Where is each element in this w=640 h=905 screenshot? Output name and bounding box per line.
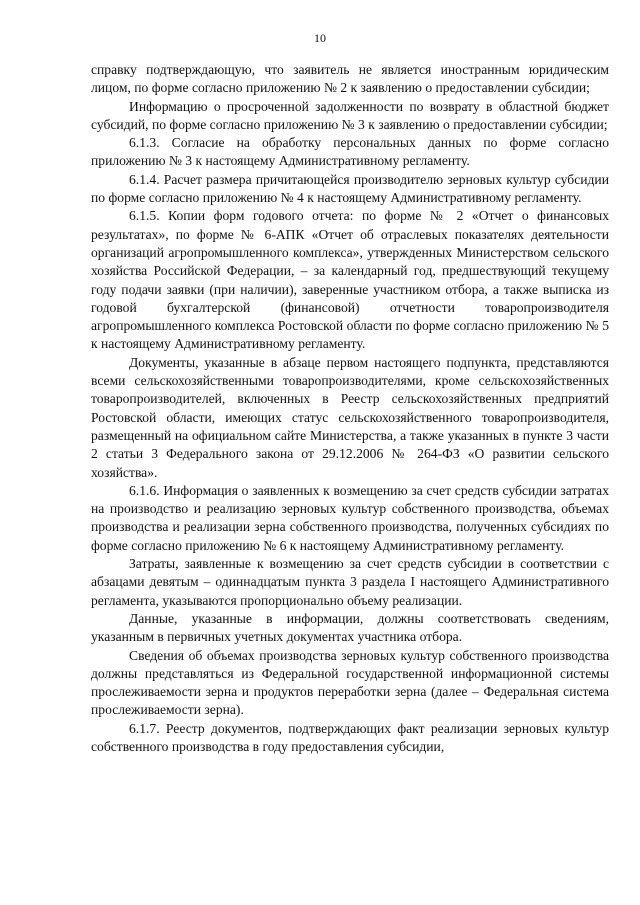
paragraph-6-1-6: 6.1.6. Информация о заявленных к возмещению за счет средств субсидии затратах на производство и реализацию зерновых культур собственного производства, объемах производства и реализации зерна собственного производства, полученных субсидиях по форме согласно приложению № 6 к настоящему Административному регламенту. (91, 482, 609, 553)
paragraph-costs-note: Затраты, заявленные к возмещению за счет средств субсидии в соответствии с абзацами девятым – одиннадцатым пункта 3 раздела I настоящего Административного регламента, указываются пропорционально объему реализации. (91, 556, 609, 608)
paragraph-overdue-debt-info: Информацию о просроченной задолженности по возврату в областной бюджет субсидий, по форме согласно приложению № 3 к заявлению о предоставлении субсидии; (91, 98, 609, 132)
paragraph-data-note: Данные, указанные в информации, должны соответствовать сведениям, указанным в первичных учетных документах участника отбора. (91, 610, 609, 645)
paragraph-documents-note: Документы, указанные в абзаце первом настоящего подпункта, представляются всеми сельскохозяйственными товаропроизводителями, кроме сельскохозяйственных товаропроизводителей, включенных в Реестр сельскохозяйственных предприятий Ростовской области, имеющих статус сельскохозяйственного товаропроизводителя, размещенный на официальном сайте Министерства, а также указанных в пункте 3 части 2 статьи 3 Федерального закона от 29.12.2006 № 264-ФЗ «О развитии сельского хозяйства». (91, 354, 609, 480)
paragraph-traceability-note: Сведения об объемах производства зерновых культур собственного производства должны представляться из Федеральной государственной информационной системы прослеживаемости зерна и продуктов переработки зерна (далее – Федеральная система прослеживаемости зерна). (91, 647, 609, 718)
paragraph-6-1-5: 6.1.5. Копии форм годового отчета: по форме № 2 «Отчет о финансовых результатах», по форме № 6-АПК «Отчет об отраслевых показателях деятельности организаций агропромышленного комплекса», утвержденных Министерством сельского хозяйства Российской Федерации, – за календарный год, предшествующий текущему году подачи заявки (при наличии), заверенные участником отбора, а также выписка из годовой бухгалтерской (финансовой) отчетности товаропроизводителя агропромышленного комплекса Ростовской области по форме согласно приложению № 5 к настоящему Административному регламенту. (91, 208, 609, 352)
paragraph-6-1-7: 6.1.7. Реестр документов, подтверждающих факт реализации зерновых культур собственного производства в году предоставления субсидии, (91, 720, 609, 754)
document-body (91, 61, 609, 756)
paragraph-6-1-4: 6.1.4. Расчет размера причитающейся производителю зерновых культур субсидии по форме согласно приложению № 4 к настоящему Административному регламенту. (91, 171, 609, 206)
page-number: 10 (314, 31, 326, 45)
paragraph-6-1-3: 6.1.3. Согласие на обработку персональных данных по форме согласно приложению № 3 к настоящему Административному регламенту. (91, 135, 609, 169)
paragraph-certificate: справку подтверждающую, что заявитель не является иностранным юридическим лицом, по форме согласно приложению № 2 к заявлению о предоставлении субсидии; (91, 62, 609, 96)
